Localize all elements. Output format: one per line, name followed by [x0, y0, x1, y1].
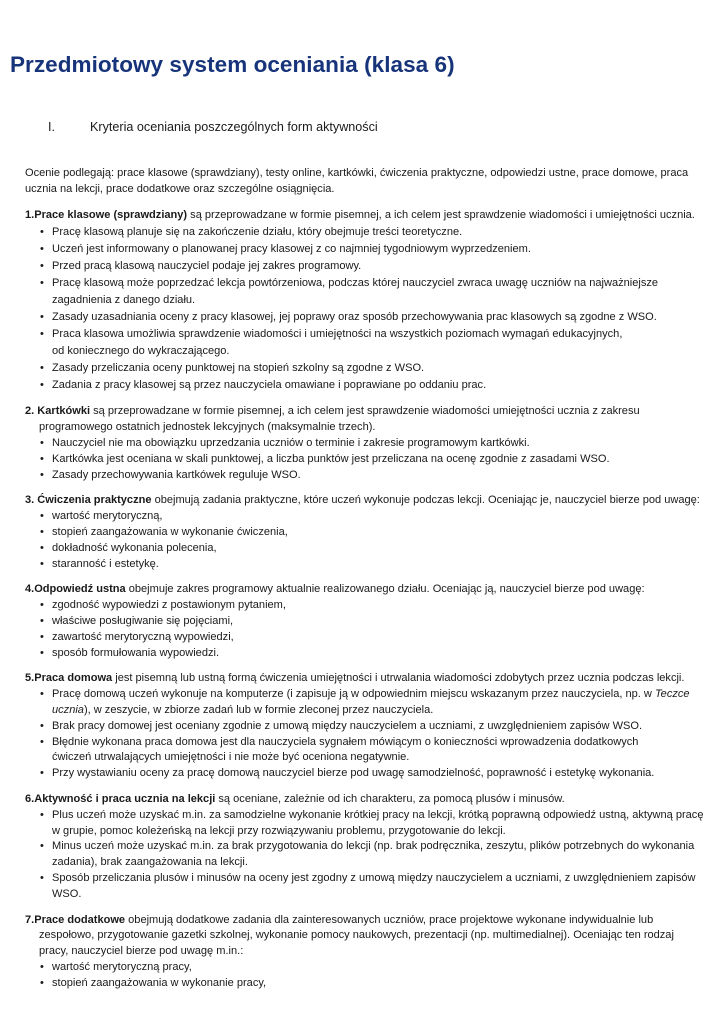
section-heading-line — [25, 208, 717, 224]
list-item: • Przed pracą klasową nauczyciel podaje jej zakres programowy. — [25, 258, 717, 275]
section-heading-line — [25, 913, 717, 960]
bullet-icon: • — [40, 311, 44, 324]
list-item: • Zasady przeliczania oceny punktowej na stopień szkolny są zgodne z WSO. — [25, 360, 717, 377]
list-item: • Zadania z pracy klasowej są przez nauczyciela omawiane i poprawiane po oddaniu prac. — [25, 377, 717, 394]
bullet-icon: • — [40, 226, 44, 239]
section-prace-klasowe — [25, 208, 717, 395]
bullet-icon: • — [40, 525, 44, 538]
list-item: • właściwe posługiwanie się pojęciami, — [25, 614, 717, 630]
bullet-icon: • — [40, 871, 44, 884]
list-item: • Nauczyciel nie ma obowiązku uprzedzania uczniów o terminie i zakresie programowym kartkówki. — [25, 436, 717, 452]
bullet-icon: • — [40, 452, 44, 465]
bullet-list — [25, 808, 717, 903]
bullet-icon: • — [40, 541, 44, 554]
section-lead: 1.Prace klasowe (sprawdziany) — [25, 208, 188, 221]
bullet-list — [25, 224, 717, 394]
list-item: • Przy wystawianiu oceny za pracę domową nauczyciel bierze pod uwagę samodzielność, poprawność i estetykę wykonania. — [25, 766, 717, 782]
bullet-icon: • — [40, 840, 44, 853]
bullet-icon: • — [40, 646, 44, 659]
list-item: • sposób formułowania wypowiedzi. — [25, 646, 717, 662]
section-description: jest pisemną lub ustną formą ćwiczenia umiejętności i utrwalania wiadomości zdobytych przez ucznia podczas lekcji. — [112, 672, 685, 685]
section-heading-line — [25, 404, 717, 436]
section-description-cont: pracy, nauczyciel bierze pod uwagę m.in.: — [39, 945, 244, 958]
list-item: • Błędnie wykonana praca domowa jest dla nauczyciela sygnałem mówiącym o konieczności wprowadzenia dodatkowych ćwiczeń utrwalających umiejętności i nie może być oceniona negatywnie. — [40, 735, 639, 764]
bullet-list — [25, 509, 717, 572]
list-item: • stopień zaangażowania w wykonanie pracy, — [25, 976, 717, 992]
section-lead: 2. Kartkówki — [25, 405, 91, 418]
bullet-icon: • — [40, 960, 44, 973]
section-heading — [48, 120, 378, 134]
list-item: • stopień zaangażowania w wykonanie ćwiczenia, — [25, 525, 717, 541]
list-item: • Kartkówka jest oceniana w skali punktowej, a liczba punktów jest przeliczana na ocenę zgodnie z zasadami WSO. — [25, 452, 717, 468]
page-title: Przedmiotowy system oceniania (klasa 6) — [10, 52, 455, 77]
section-lead: 6.Aktywność i praca ucznia na lekcji — [25, 792, 216, 805]
bullet-icon: • — [40, 510, 44, 523]
section-description: są przeprowadzane w formie pisemnej, a ich celem jest sprawdzenie wiadomości umiejętności ucznia z zakresu — [90, 405, 640, 418]
bullet-icon: • — [40, 688, 44, 701]
section-lead: 3. Ćwiczenia praktyczne — [25, 494, 152, 507]
bullet-icon: • — [40, 243, 44, 256]
list-item: • zgodność wypowiedzi z postawionym pytaniem, — [25, 598, 717, 614]
list-item: • Pracę domową uczeń wykonuje na komputerze (i zapisuje ją w odpowiednim miejscu wskazanym przez nauczyciela, np. w Teczce ucznia), w zeszycie, w zbiorze zadań lub w formie zleconej przez nauczyciela. — [40, 688, 690, 716]
section-prace-dodatkowe — [25, 913, 717, 992]
list-item: • Plus uczeń może uzyskać m.in. za samodzielne wykonanie krótkiej pracy na lekcji, krótką poprawną odpowiedź ustną, aktywną pracę w grupie, pomoc koleżeńską na lekcji przy rozwiązywaniu problemu, przygotowanie do lekcji. — [40, 808, 704, 837]
section-heading-line — [25, 582, 717, 598]
list-item: • Zasady przechowywania kartkówek reguluje WSO. — [25, 468, 717, 484]
list-item: • zawartość merytoryczną wypowiedzi, — [25, 630, 717, 646]
section-kartkowki — [25, 404, 717, 483]
list-item: • Uczeń jest informowany o planowanej pracy klasowej z co najmniej tygodniowym wyprzedzeniem. — [25, 241, 717, 258]
section-aktywnosc — [25, 792, 717, 903]
section-description: obejmują dodatkowe zadania dla zainteresowanych uczniów, prace projektowe wykonane indywidualnie lub — [125, 913, 654, 926]
bullet-icon: • — [40, 976, 44, 989]
bullet-icon: • — [40, 468, 44, 481]
list-item: • Sposób przeliczania plusów i minusów na oceny jest zgodny z umową między nauczycielem a uczniami, z uwzględnieniem zapisów WSO. — [40, 871, 696, 900]
section-lead: 7.Prace dodatkowe — [25, 913, 126, 926]
section-description: obejmuje zakres programowy aktualnie realizowanego działu. Oceniając ją, nauczyciel bierze pod uwagę: — [125, 583, 645, 596]
intro-paragraph: Ocenie podlegają: prace klasowe (sprawdziany), testy online, kartkówki, ćwiczenia praktyczne, odpowiedzi ustne, prace domowe, praca ucznia na lekcji, prace dodatkowe oraz szczególne osiągnięcia. — [25, 167, 689, 195]
section-cwiczenia-praktyczne — [25, 493, 717, 572]
bullet-list — [25, 687, 717, 782]
bullet-icon: • — [40, 557, 44, 570]
list-item: • Praca klasowa umożliwia sprawdzenie wiadomości i umiejętności na wszystkich poziomach wymagań edukacyjnych, od koniecznego do wykraczającego. — [40, 328, 623, 358]
section-number: I. — [48, 120, 55, 134]
list-item: • Minus uczeń może uzyskać m.in. za brak przygotowania do lekcji (np. brak podręcznika, zeszytu, plików potrzebnych do wykonania zadania), brak zaangażowania na lekcji. — [40, 840, 695, 869]
bullet-icon: • — [40, 260, 44, 273]
list-item: • staranność i estetykę. — [25, 557, 717, 573]
bullet-list — [25, 436, 717, 483]
list-item: • wartość merytoryczną, — [25, 509, 717, 525]
list-item: • Pracę klasową może poprzedzać lekcja powtórzeniowa, podczas której nauczyciel zwraca uwagę uczniów na najważniejsze zagadnienia z danego działu. — [40, 277, 659, 307]
bullet-icon: • — [40, 362, 44, 375]
list-item: • Zasady uzasadniania oceny z pracy klasowej, jej poprawy oraz sposób przechowywania prac klasowych są zgodne z WSO. — [25, 309, 717, 326]
bullet-list — [25, 960, 717, 992]
section-heading-line — [25, 493, 717, 509]
section-heading-line — [25, 792, 717, 808]
bullet-icon: • — [40, 808, 44, 821]
document-body — [25, 166, 717, 1001]
bullet-icon: • — [40, 328, 44, 341]
list-item: • Brak pracy domowej jest oceniany zgodnie z umową między nauczycielem a uczniami, z uwzględnieniem zapisów WSO. — [25, 719, 717, 735]
section-lead: 5.Praca domowa — [25, 672, 113, 685]
section-description: obejmują zadania praktyczne, które uczeń wykonuje podczas lekcji. Oceniając je, nauczyciel bierze pod uwagę: — [151, 494, 700, 507]
section-praca-domowa — [25, 671, 717, 782]
section-heading-text: Kryteria oceniania poszczególnych form aktywności — [90, 120, 378, 134]
list-item: • dokładność wykonania polecenia, — [25, 541, 717, 557]
section-lead: 4.Odpowiedź ustna — [25, 583, 126, 596]
section-odpowiedz-ustna — [25, 582, 717, 661]
bullet-icon: • — [40, 630, 44, 643]
bullet-icon: • — [40, 614, 44, 627]
bullet-icon: • — [40, 277, 44, 290]
list-item: • wartość merytoryczną pracy, — [25, 960, 717, 976]
section-description-cont: programowego ostatnich jednostek lekcyjnych (maksymalnie trzech). — [39, 421, 376, 434]
list-item: • Pracę klasową planuje się na zakończenie działu, który obejmuje treści teoretyczne. — [25, 224, 717, 241]
bullet-icon: • — [40, 436, 44, 449]
bullet-icon: • — [40, 719, 44, 732]
section-heading-line — [25, 671, 717, 687]
bullet-icon: • — [40, 599, 44, 612]
section-description: są przeprowadzane w formie pisemnej, a ich celem jest sprawdzenie wiadomości i umiejętności ucznia. — [187, 208, 695, 221]
section-description-cont: zespołowo, przygotowanie gazetki szkolnej, wykonanie pomocy naukowych, prezentacji (np. multimedialnej). Oceniając ten rodzaj — [39, 929, 674, 942]
bullet-list — [25, 598, 717, 661]
bullet-icon: • — [40, 379, 44, 392]
bullet-icon: • — [40, 735, 44, 748]
section-description: są oceniane, zależnie od ich charakteru, za pomocą plusów i minusów. — [215, 792, 565, 805]
bullet-icon: • — [40, 767, 44, 780]
